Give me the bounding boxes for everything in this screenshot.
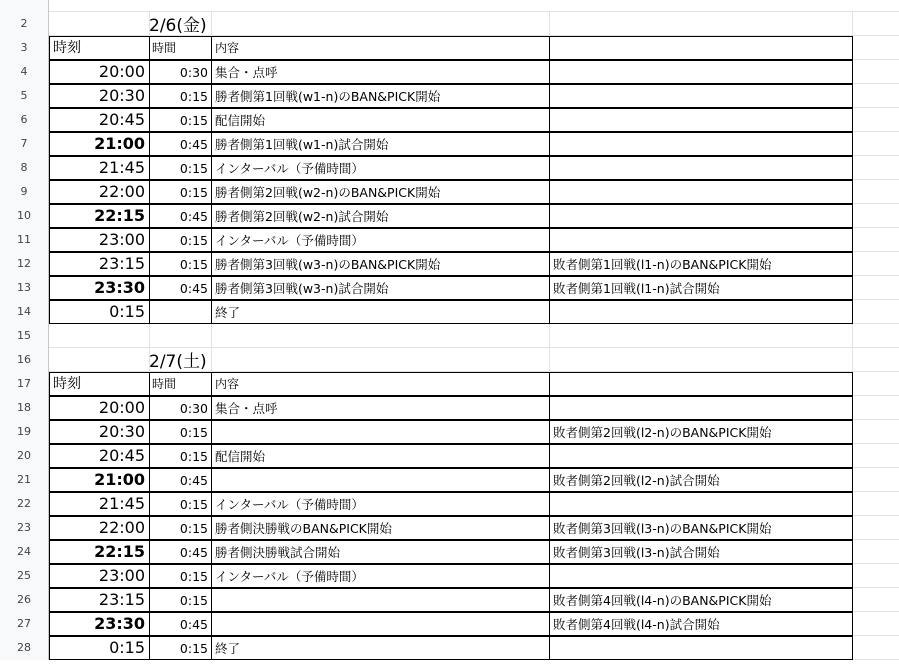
schedule-row [0, 516, 899, 540]
cell-duration[interactable]: 0:45 [179, 545, 208, 560]
header-duration: 時間 [152, 41, 177, 55]
cell-border [549, 36, 853, 60]
section-date: 2/7(土) [149, 352, 207, 372]
cell-duration[interactable]: 0:15 [179, 497, 208, 512]
cell-time[interactable]: 23:30 [94, 614, 145, 633]
cell-extra[interactable] [549, 300, 852, 324]
cell-border [549, 372, 853, 396]
row-number[interactable]: 12 [0, 252, 49, 276]
row-number[interactable]: 14 [0, 300, 49, 324]
header-duration: 時間 [152, 377, 177, 391]
cell-time[interactable]: 23:30 [94, 278, 145, 297]
row-number[interactable]: 5 [0, 84, 49, 108]
cell-time[interactable]: 20:00 [98, 398, 145, 417]
cell-time[interactable]: 22:15 [94, 206, 145, 225]
schedule-row [0, 444, 899, 468]
cell-duration[interactable]: 0:15 [179, 185, 208, 200]
cell-extra[interactable] [549, 132, 852, 156]
cell-extra[interactable] [549, 636, 852, 660]
cell-duration[interactable]: 0:15 [179, 233, 208, 248]
schedule-row [0, 180, 899, 204]
row-number[interactable]: 28 [0, 636, 49, 660]
header-row [0, 36, 899, 60]
cell-duration[interactable] [149, 300, 211, 324]
gridline [549, 12, 550, 36]
cell-extra[interactable] [549, 444, 852, 468]
cell-time[interactable]: 20:45 [98, 110, 145, 129]
row-number[interactable]: 18 [0, 396, 49, 420]
cell-time[interactable]: 23:15 [98, 590, 145, 609]
schedule-row [0, 540, 899, 564]
date-row [0, 348, 899, 372]
row-number[interactable]: 16 [0, 348, 49, 372]
schedule-row [0, 420, 899, 444]
row-number[interactable]: 25 [0, 564, 49, 588]
row-number[interactable]: 9 [0, 180, 49, 204]
cell-content[interactable]: 勝者側第3回戦(w3-n)のBAN&PICK開始 [215, 257, 441, 272]
gridline [852, 348, 853, 372]
cell-content[interactable]: 終了 [215, 641, 241, 656]
schedule-row [0, 60, 899, 84]
row-number[interactable]: 2 [0, 12, 49, 36]
header-time: 時刻 [53, 40, 81, 56]
cell-content[interactable]: 集合・点呼 [215, 65, 278, 80]
row-number[interactable]: 13 [0, 276, 49, 300]
row-number[interactable]: 15 [0, 324, 49, 348]
row-number[interactable]: 4 [0, 60, 49, 84]
cell-duration[interactable]: 0:15 [179, 113, 208, 128]
cell-content[interactable]: 勝者側第2回戦(w2-n)のBAN&PICK開始 [215, 185, 441, 200]
cell-content[interactable] [211, 468, 549, 492]
date-row [0, 12, 899, 36]
cell-content[interactable]: 配信開始 [215, 449, 266, 464]
row-number[interactable]: 10 [0, 204, 49, 228]
cell-content[interactable]: 勝者側決勝戦試合開始 [215, 545, 341, 560]
cell-duration[interactable]: 0:15 [179, 89, 208, 104]
cell-extra[interactable]: 敗者側第4回戦(l4-n)のBAN&PICK開始 [553, 593, 772, 608]
cell-content[interactable]: インターバル（予備時間） [215, 569, 364, 584]
row-number[interactable]: 27 [0, 612, 49, 636]
row-number[interactable]: 17 [0, 372, 49, 396]
cell-duration[interactable]: 0:15 [179, 449, 208, 464]
row-partial [0, 0, 899, 12]
cell-time[interactable]: 0:15 [109, 302, 145, 321]
cell-extra[interactable]: 敗者側第4回戦(l4-n)試合開始 [553, 617, 720, 632]
header-content: 内容 [215, 377, 240, 391]
schedule-row [0, 276, 899, 300]
cell-content[interactable] [211, 420, 549, 444]
gridline [211, 348, 212, 372]
schedule-row [0, 132, 899, 156]
cell-duration[interactable]: 0:15 [179, 257, 208, 272]
row-number[interactable]: 23 [0, 516, 49, 540]
cell-extra[interactable] [549, 396, 852, 420]
cell-duration[interactable]: 0:15 [179, 593, 208, 608]
schedule-row [0, 396, 899, 420]
schedule-row [0, 468, 899, 492]
cell-time[interactable]: 21:00 [94, 470, 145, 489]
cell-duration[interactable]: 0:15 [179, 425, 208, 440]
schedule-row [0, 108, 899, 132]
row-number[interactable] [0, 0, 49, 12]
cell-duration[interactable]: 0:45 [179, 137, 208, 152]
cell-time[interactable]: 21:00 [94, 134, 145, 153]
cell-time[interactable]: 20:00 [98, 62, 145, 81]
cell-extra[interactable] [549, 180, 852, 204]
schedule-row [0, 156, 899, 180]
row-number[interactable]: 20 [0, 444, 49, 468]
cell-extra[interactable] [549, 84, 852, 108]
cell-extra[interactable]: 敗者側第1回戦(l1-n)のBAN&PICK開始 [553, 257, 772, 272]
gridline [549, 348, 550, 372]
cell-time[interactable]: 20:30 [98, 86, 145, 105]
cell-content[interactable] [211, 588, 549, 612]
cell-content[interactable]: 勝者側第1回戦(w1-n)のBAN&PICK開始 [215, 89, 441, 104]
cell-time[interactable]: 20:30 [98, 422, 145, 441]
section-date: 2/6(金) [149, 16, 207, 36]
cell-content[interactable]: インターバル（予備時間） [215, 497, 364, 512]
row-number[interactable]: 3 [0, 36, 49, 60]
cell-extra[interactable] [549, 108, 852, 132]
cell-duration[interactable]: 0:15 [179, 521, 208, 536]
cell-extra[interactable] [549, 492, 852, 516]
cell-duration[interactable]: 0:45 [179, 473, 208, 488]
schedule-row [0, 588, 899, 612]
cell-time[interactable]: 21:45 [98, 158, 145, 177]
gridline [852, 324, 853, 348]
cell-duration[interactable]: 0:30 [179, 65, 208, 80]
cell-time[interactable]: 20:45 [98, 446, 145, 465]
cell-duration[interactable]: 0:15 [179, 641, 208, 656]
cell-duration[interactable]: 0:15 [179, 161, 208, 176]
header-row [0, 372, 899, 396]
row-number[interactable]: 6 [0, 108, 49, 132]
schedule-row [0, 564, 899, 588]
schedule-row [0, 636, 899, 660]
cell-duration[interactable]: 0:15 [179, 569, 208, 584]
cell-time[interactable]: 23:15 [98, 254, 145, 273]
row-number[interactable]: 8 [0, 156, 49, 180]
cell-content[interactable] [211, 612, 549, 636]
cell-duration[interactable]: 0:45 [179, 281, 208, 296]
cell-duration[interactable]: 0:30 [179, 401, 208, 416]
row-number[interactable]: 22 [0, 492, 49, 516]
gridline [549, 324, 550, 348]
gridline [149, 324, 150, 348]
cell-duration[interactable]: 0:45 [179, 617, 208, 632]
gridline [852, 12, 853, 36]
cell-extra[interactable]: 敗者側第3回戦(l3-n)試合開始 [553, 545, 720, 560]
cell-time[interactable]: 22:15 [94, 542, 145, 561]
cell-extra[interactable] [549, 204, 852, 228]
cell-time[interactable]: 0:15 [109, 638, 145, 657]
cell-content[interactable]: 勝者側第3回戦(w3-n)試合開始 [215, 281, 389, 296]
cell-time[interactable]: 23:00 [98, 230, 145, 249]
cell-time[interactable]: 23:00 [98, 566, 145, 585]
schedule-row [0, 612, 899, 636]
cell-extra[interactable] [549, 228, 852, 252]
cell-extra[interactable]: 敗者側第1回戦(l1-n)試合開始 [553, 281, 720, 296]
schedule-row [0, 300, 899, 324]
cell-extra[interactable] [549, 156, 852, 180]
row-number[interactable]: 19 [0, 420, 49, 444]
cell-extra[interactable]: 敗者側第2回戦(l2-n)のBAN&PICK開始 [553, 425, 772, 440]
cell-extra[interactable] [549, 564, 852, 588]
row-number[interactable]: 24 [0, 540, 49, 564]
schedule-row [0, 204, 899, 228]
gridline [211, 324, 212, 348]
header-time: 時刻 [53, 376, 81, 392]
cell-content[interactable]: 勝者側第1回戦(w1-n)試合開始 [215, 137, 389, 152]
cell-time[interactable]: 22:00 [98, 182, 145, 201]
cell-duration[interactable]: 0:45 [179, 209, 208, 224]
header-content: 内容 [215, 41, 240, 55]
row-number[interactable]: 7 [0, 132, 49, 156]
row-number[interactable]: 21 [0, 468, 49, 492]
cell-time[interactable]: 22:00 [98, 518, 145, 537]
cell-content[interactable]: 終了 [215, 305, 241, 320]
schedule-row [0, 252, 899, 276]
cell-content[interactable]: 集合・点呼 [215, 401, 278, 416]
gridline [211, 12, 212, 36]
cell-content[interactable]: 配信開始 [215, 113, 266, 128]
cell-extra[interactable]: 敗者側第2回戦(l2-n)試合開始 [553, 473, 720, 488]
blank-row [0, 324, 899, 348]
cell-content[interactable]: インターバル（予備時間） [215, 233, 364, 248]
schedule-row [0, 84, 899, 108]
cell-content[interactable]: インターバル（予備時間） [215, 161, 364, 176]
cell-time[interactable]: 21:45 [98, 494, 145, 513]
cell-content[interactable]: 勝者側決勝戦のBAN&PICK開始 [215, 521, 392, 536]
row-number[interactable]: 11 [0, 228, 49, 252]
cell-content[interactable]: 勝者側第2回戦(w2-n)試合開始 [215, 209, 389, 224]
cell-extra[interactable]: 敗者側第3回戦(l3-n)のBAN&PICK開始 [553, 521, 772, 536]
schedule-row [0, 492, 899, 516]
schedule-row [0, 228, 899, 252]
cell-extra[interactable] [549, 60, 852, 84]
row-number[interactable]: 26 [0, 588, 49, 612]
